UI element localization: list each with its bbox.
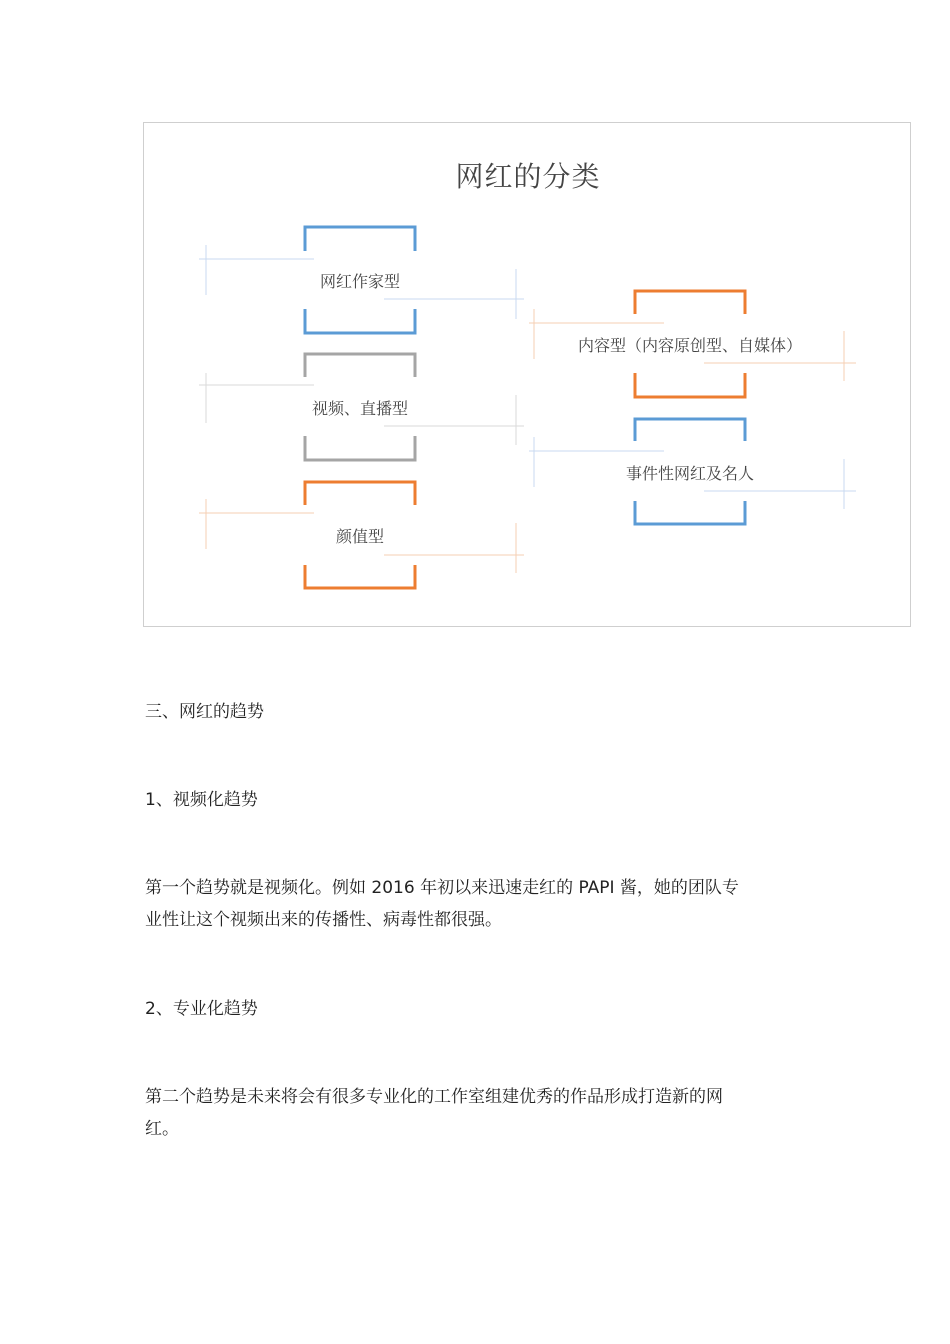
item1-body-line2: 业性让这个视频出来的传播性、病毒性都很强。 [145,910,502,930]
bracket-top-writer [305,227,415,251]
bracket-top-event [635,419,745,441]
item1-body-line1: 第一个趋势就是视频化。例如 2016 年初以来迅速走红的 PAPI 酱，她的团队专 [145,878,739,898]
item2-heading: 2、专业化趋势 [145,999,258,1019]
classification-figure [143,122,911,627]
bracket-bottom-video [305,436,415,460]
right-brackets [635,291,745,524]
item1-heading: 1、视频化趋势 [145,790,258,810]
bracket-top-looks [305,482,415,505]
label-writer-type: 网红作家型 [319,272,400,291]
item2-body-line2: 红。 [145,1119,179,1139]
bracket-bottom-event [635,501,745,524]
bracket-bottom-writer [305,309,415,333]
section-heading: 三、网红的趋势 [145,702,264,722]
figure-graphics [144,123,912,628]
bracket-bottom-content [635,373,745,397]
figure-title: 网红的分类 [455,160,601,193]
label-video-live-type: 视频、直播型 [311,399,408,418]
bracket-bottom-looks [305,565,415,588]
item2-body-line1: 第二个趋势是未来将会有很多专业化的工作室组建优秀的作品形成打造新的网 [145,1087,723,1107]
label-event-celebrity-type: 事件性网红及名人 [625,464,754,483]
label-looks-type: 颜值型 [335,527,384,546]
label-content-type: 内容型（内容原创型、自媒体） [577,336,802,355]
bracket-top-content [635,291,745,314]
bracket-top-video [305,354,415,377]
